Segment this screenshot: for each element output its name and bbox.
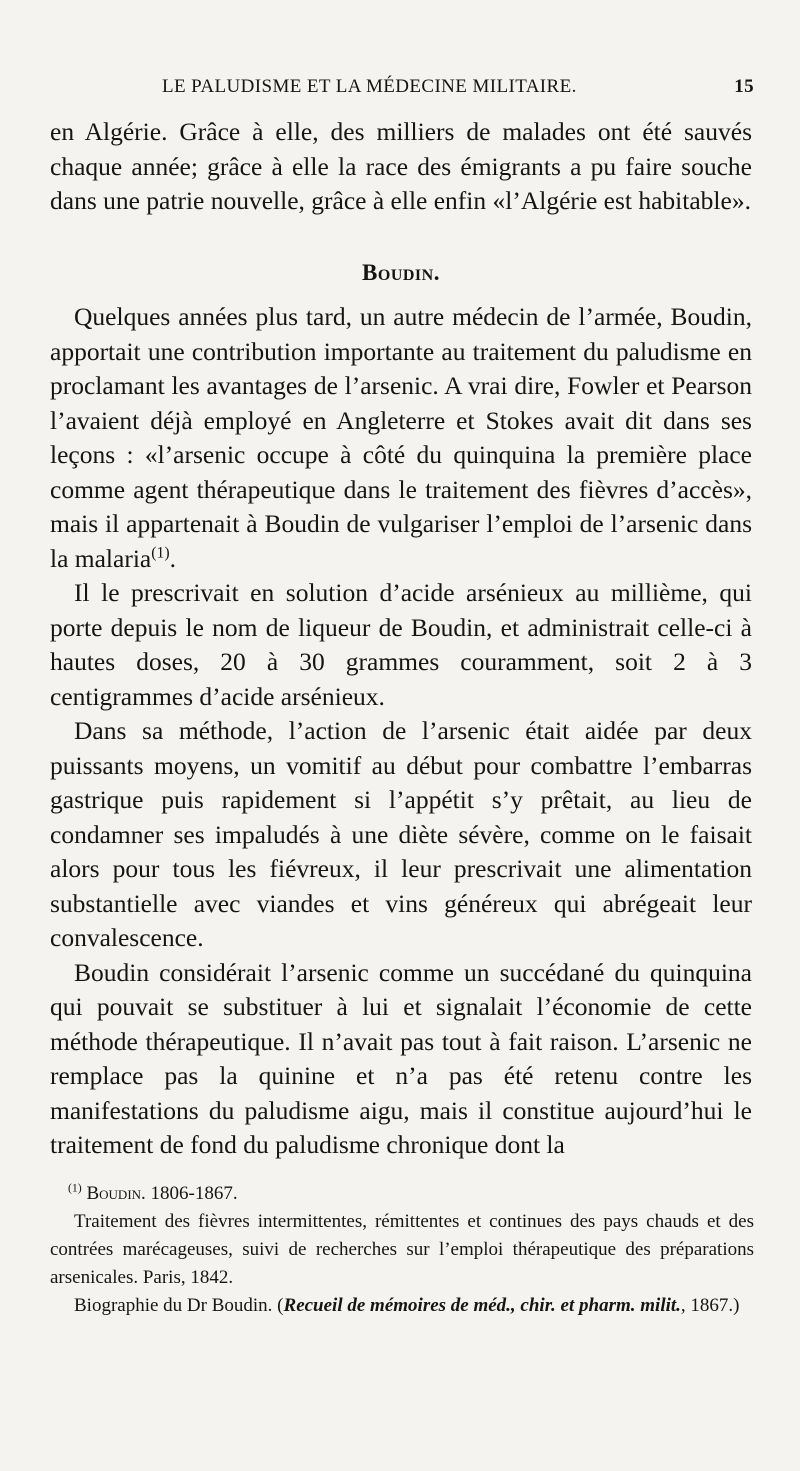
paragraph-5: Boudin considérait l’arsenic comme un succédané du quinquina qui pouvait se substituer à lui et signalait l’économie de cette méthode thérapeutique. Il n’avait pas tout à fait raison. L’arsenic ne remplace pas la quinine et n’a pas été retenu contre les manifestations du paludisme aigu, mais il constitue aujourd’hui le traitement de fond du paludisme chronique dont la [50,957,752,1159]
footnote-reference[interactable]: (1) [151,544,170,561]
footnote-name: Boudin. [86,1183,146,1204]
footnote-reference-2-start: Biographie du Dr Boudin. ( [74,1295,284,1316]
paragraph-1: en Algérie. Grâce à elle, des milliers de malades ont été sauvés chaque année; grâce à elle la race des émigrants a pu faire souche dans une patrie nouvelle, grâce à elle enfin «l’Algérie est habitable». [50,117,752,215]
footnote-reference-2 [50,1292,754,1320]
footnote-heading [50,1180,754,1208]
page-header [50,76,760,104]
footnote-marker: (1) [68,1181,82,1195]
footnotes [50,1180,754,1320]
footnote-reference-1: Traitement des fièvres intermittentes, rémittentes et continues des pays chauds et des contrées marécageuses, suivi de recherches sur l’emploi thérapeutique des préparations arsenicales. Paris, 1842. [50,1211,754,1288]
footnote-journal-title: Recueil de mémoires de méd., chir. et pharm. milit. [283,1295,681,1316]
page-number: 15 [734,76,754,97]
paragraph-2-text: Quelques années plus tard, un autre médecin de l’armée, Boudin, apportait une contribution importante au traitement du paludisme en proclamant les avantages de l’arsenic. A vrai dire, Fowler et Pearson l’avaient déjà employé en Angleterre et Stokes avait dit dans ses leçons : «l’arsenic occupe à côté du quinquina la première place comme agent thérapeutique dans le traitement des fièvres d’accès», mais il appartenait à Boudin de vulgariser l’emploi de l’arsenic dans la malaria [50,302,752,573]
paragraph-3: Il le prescrivait en solution d’acide arsénieux au millième, qui porte depuis le nom de liqueur de Boudin, et administrait celle-ci à hautes doses, 20 à 30 grammes couramment, soit 2 à 3 centigrammes d’acide arsénieux. [50,578,752,711]
paragraph-2 [50,300,752,576]
running-title: LE PALUDISME ET LA MÉDECINE MILITAIRE. [162,76,577,97]
main-text [50,115,752,1163]
footnote-reference-2-end: , 1867.) [680,1295,740,1316]
paragraph-4: Dans sa méthode, l’action de l’arsenic était aidée par deux puissants moyens, un vomitif au début pour combattre l’embarras gastrique puis rapidement si l’appétit s’y prêtait, au lieu de condamner ses impaludés à une diète sévère, comme on le faisait alors pour tous les fiévreux, il leur prescrivait une alimentation substantielle avec viandes et vins généreux qui abrégeait leur convalescence. [50,716,752,952]
paragraph-2-end: . [169,543,177,573]
footnote-dates: 1806-1867. [150,1183,238,1204]
section-title: Boudin. [362,259,440,285]
